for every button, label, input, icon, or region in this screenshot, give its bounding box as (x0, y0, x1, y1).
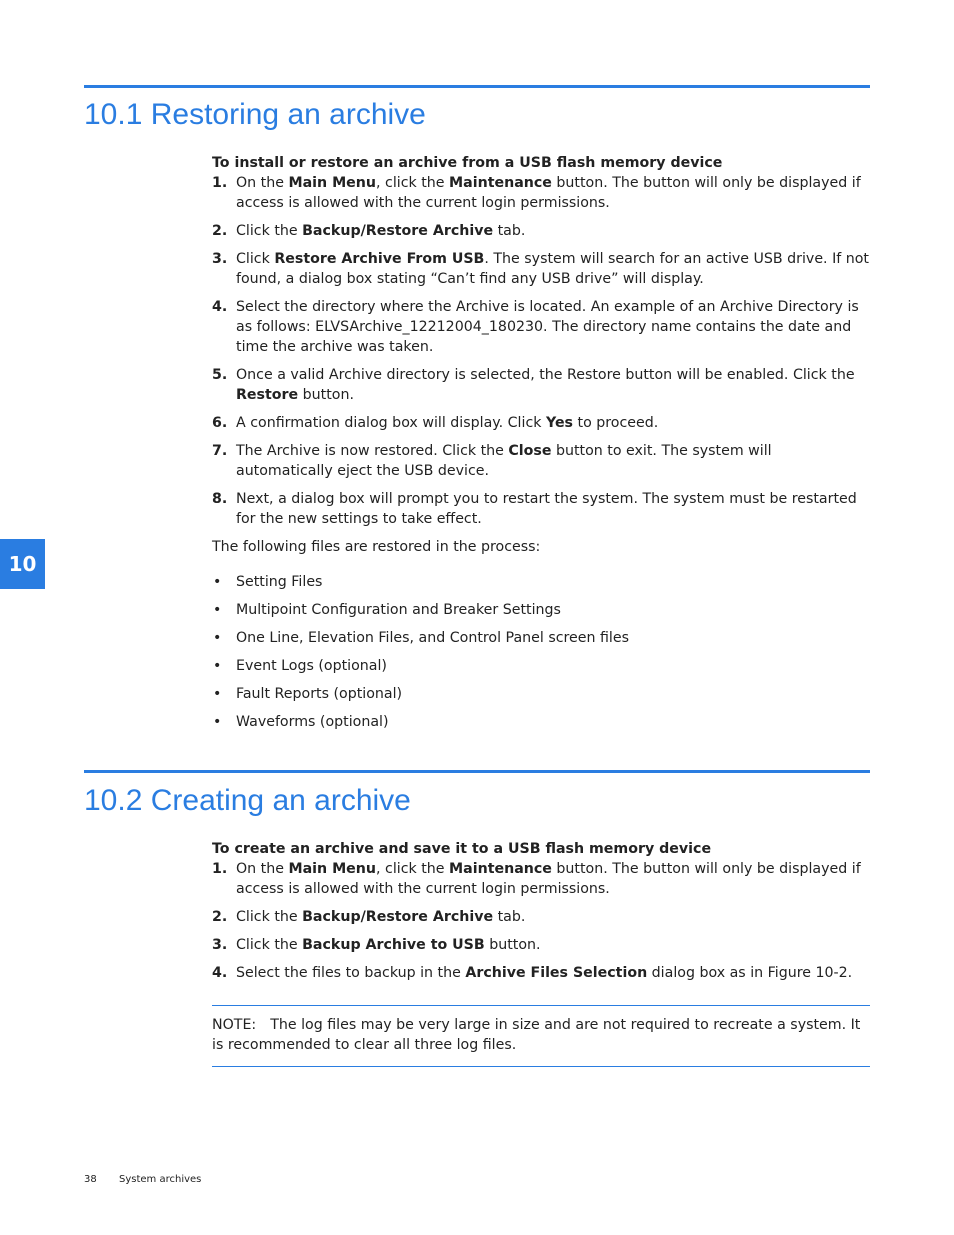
step-number: 1. (212, 861, 228, 877)
footer-section-name: System archives (119, 1174, 202, 1185)
bullet-marker: • (213, 602, 222, 618)
section-1-file-list (212, 572, 870, 732)
file-list-item (212, 712, 870, 732)
section1-step (212, 365, 870, 405)
step-ui-term: Main Menu (288, 175, 377, 191)
section2-step (212, 963, 870, 983)
page-footer (84, 1174, 201, 1185)
section2-step (212, 859, 870, 899)
step-ui-term: Close (508, 443, 552, 459)
bullet-marker: • (213, 630, 222, 646)
step-ui-term: Backup Archive to USB (302, 937, 485, 953)
section-2-rule (84, 770, 870, 773)
step-text: dialog box as in Figure 10-2. (647, 965, 853, 981)
section1-step (212, 297, 870, 357)
bullet-marker: • (213, 574, 222, 590)
file-list-item (212, 600, 870, 620)
section2-step (212, 907, 870, 927)
step-number: 7. (212, 443, 228, 459)
section-2-heading: 10.2 Creating an archive (84, 784, 411, 817)
step-number: 2. (212, 909, 228, 925)
section-1-procedure-title: To install or restore an archive from a USB flash memory device (212, 155, 723, 171)
step-text: On the (236, 175, 289, 191)
section-1-steps (212, 173, 870, 529)
section1-step (212, 249, 870, 289)
step-number: 8. (212, 491, 228, 507)
section-2-steps (212, 859, 870, 983)
step-text: Once a valid Archive directory is selected, the Restore button will be enabled. Click the (236, 367, 855, 383)
section-2-procedure-title: To create an archive and save it to a USB flash memory device (212, 841, 712, 857)
step-ui-term: Maintenance (449, 175, 552, 191)
step-ui-term: Archive Files Selection (465, 965, 648, 981)
step-ui-term: Restore (236, 387, 299, 403)
step-number: 5. (212, 367, 228, 383)
step-ui-term: Yes (545, 415, 574, 431)
file-list-item-text: Event Logs (optional) (236, 658, 387, 674)
file-list-item (212, 572, 870, 592)
section-1-heading: 10.1 Restoring an archive (84, 98, 426, 131)
step-text: , click the (376, 175, 450, 191)
file-list-item (212, 656, 870, 676)
step-text: The Archive is now restored. Click the (236, 443, 509, 459)
step-text: tab. (493, 223, 526, 239)
file-list-item-text: Multipoint Configuration and Breaker Settings (236, 602, 561, 618)
section1-step (212, 221, 870, 241)
section1-step (212, 173, 870, 213)
step-number: 3. (212, 937, 228, 953)
step-text: button. (298, 387, 354, 403)
chapter-tab: 10 (0, 539, 45, 589)
section2-step (212, 935, 870, 955)
step-text: . The system will search for an active USB drive. If not found, a dialog box stating “Can’t find any USB drive” will display. (236, 251, 869, 287)
section-2-body (212, 839, 870, 991)
step-ui-term: Maintenance (449, 861, 552, 877)
step-text: , click the (376, 861, 450, 877)
step-text: button. (484, 937, 541, 953)
step-text: Next, a dialog box will prompt you to restart the system. The system must be restarted for the new settings to take effect. (236, 491, 857, 527)
step-number: 3. (212, 251, 228, 267)
section1-step (212, 489, 870, 529)
step-text: Click the (236, 937, 303, 953)
step-text: Select the files to backup in the (236, 965, 466, 981)
file-list-item-text: Fault Reports (optional) (236, 686, 403, 702)
step-ui-term: Restore Archive From USB (274, 251, 485, 267)
step-number: 4. (212, 965, 228, 981)
step-ui-term: Main Menu (288, 861, 377, 877)
step-text: Select the directory where the Archive is located. An example of an Archive Directory is as follows: ELVSArchive_12212004_180230. The directory name contains the date and time the archive was taken. (236, 299, 859, 355)
step-text: On the (236, 861, 289, 877)
step-text: to proceed. (573, 415, 659, 431)
section-1-following-text: The following files are restored in the process: (212, 539, 541, 555)
file-list-item (212, 684, 870, 704)
file-list-item-text: Setting Files (236, 574, 323, 590)
step-text: tab. (493, 909, 526, 925)
step-ui-term: Backup/Restore Archive (302, 223, 494, 239)
bullet-marker: • (213, 686, 222, 702)
bullet-marker: • (213, 714, 222, 730)
section1-step (212, 413, 870, 433)
step-text: button. The button will only be displayed if access is allowed with the current login permissions. (236, 861, 861, 897)
file-list-item (212, 628, 870, 648)
section1-step (212, 441, 870, 481)
note-box (212, 1005, 870, 1067)
step-number: 2. (212, 223, 228, 239)
step-number: 1. (212, 175, 228, 191)
step-text: Click the (236, 909, 303, 925)
step-text: button. The button will only be displayed if access is allowed with the current login permissions. (236, 175, 861, 211)
step-text: Click (236, 251, 275, 267)
file-list-item-text: One Line, Elevation Files, and Control Panel screen files (236, 630, 629, 646)
step-ui-term: Backup/Restore Archive (302, 909, 494, 925)
note-text: The log files may be very large in size and are not required to recreate a system. It is recommended to clear all three log files. (212, 1017, 861, 1053)
section-1-body (212, 153, 870, 740)
step-number: 4. (212, 299, 228, 315)
step-text: button to exit. The system will automatically eject the USB device. (236, 443, 772, 479)
file-list-item-text: Waveforms (optional) (236, 714, 389, 730)
step-text: A confirmation dialog box will display. Click (236, 415, 546, 431)
bullet-marker: • (213, 658, 222, 674)
page-number: 38 (84, 1174, 97, 1185)
note-label: NOTE: (212, 1017, 257, 1033)
section-1-rule (84, 85, 870, 88)
step-text: Click the (236, 223, 303, 239)
step-number: 6. (212, 415, 228, 431)
